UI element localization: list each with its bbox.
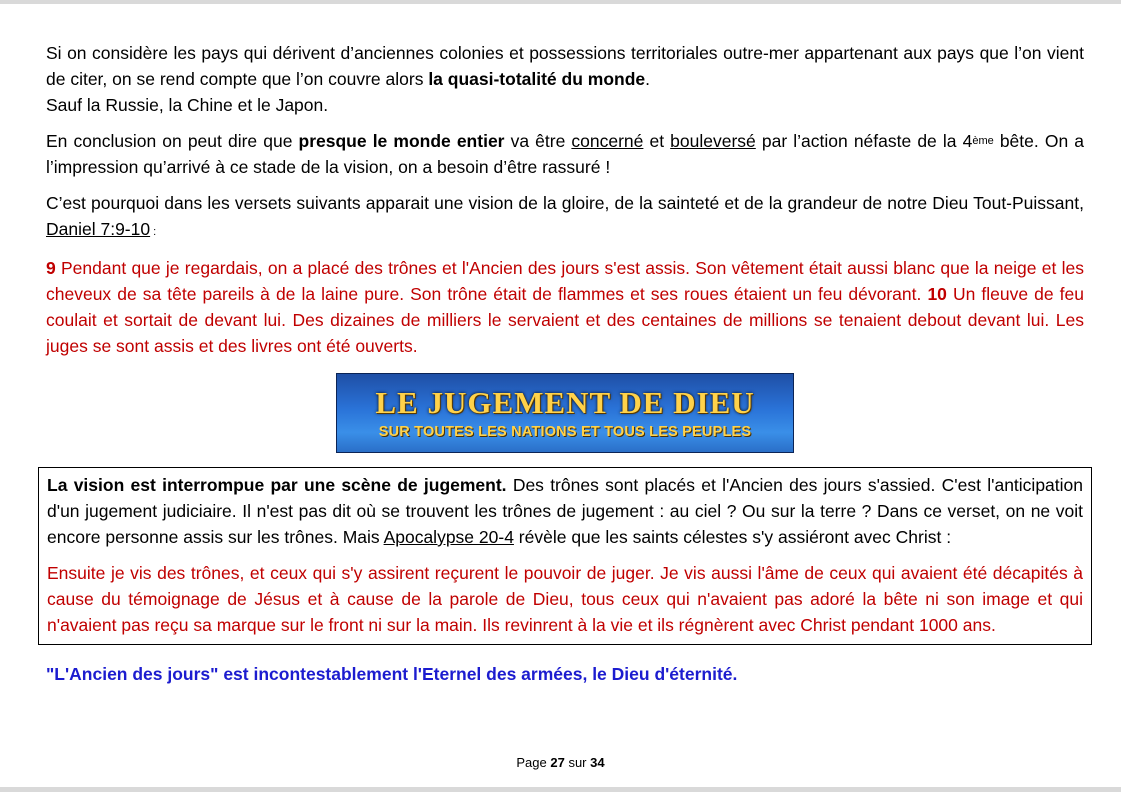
- bold-text: la quasi-totalité du monde: [428, 69, 646, 89]
- paragraph-colonies: [46, 40, 1084, 92]
- bible-verse-daniel: [46, 255, 1084, 359]
- underlined-text: bouleversé: [670, 131, 756, 151]
- banner-wrapper: [46, 373, 1084, 453]
- page-top-edge: [0, 0, 1121, 4]
- text-run: va être: [504, 131, 572, 151]
- text-run: et: [643, 131, 671, 151]
- page-bottom-edge: [0, 787, 1121, 792]
- text-run: Si on considère les pays qui dérivent d’anciennes colonies et possessions territoriales outre-mer appartenant aux pays que l’on vient de citer, on se rend compte que l’on couvre alors: [46, 43, 1084, 89]
- bold-text: La vision est interrompue par une scène de jugement.: [47, 475, 507, 495]
- box-verse-apocalypse: Ensuite je vis des trônes, et ceux qui s'y assirent reçurent le pouvoir de juger. Je vis aussi l'âme de ceux qui avaient été décapités à cause du témoignage de Jésus et à cause de la parole de Dieu, tous ceux qui n'avaient pas adoré la bête ni son image et qui n'avaient pas reçu sa marque sur le front ni sur la main. Ils revinrent à la vie et ils régnèrent avec Christ pendant 1000 ans.: [47, 563, 1083, 635]
- paragraph-conclusion: [46, 128, 1084, 180]
- judgement-banner-image: [336, 373, 794, 453]
- current-page-number: 27: [550, 755, 565, 770]
- paragraph-exceptions: Sauf la Russie, la Chine et le Japon.: [46, 95, 329, 115]
- apocalypse-reference-link[interactable]: Apocalypse 20-4: [383, 527, 514, 547]
- verse-number: 10: [927, 284, 947, 304]
- box-commentary: [47, 472, 1083, 550]
- footer-label: Page: [516, 755, 551, 770]
- paragraph-intro-vision: [46, 190, 1084, 245]
- text-run: En conclusion on peut dire que: [46, 131, 299, 151]
- text-run: par l’action néfaste de la 4: [755, 131, 973, 151]
- document-body: [46, 40, 1084, 687]
- superscript: ème: [972, 135, 994, 147]
- banner-subtitle: SUR TOUTES LES NATIONS ET TOUS LES PEUPLES: [378, 424, 752, 440]
- total-page-number: 34: [590, 755, 605, 770]
- text-run: révèle que les saints célestes s'y assiéront avec Christ :: [513, 527, 952, 547]
- text-run: C’est pourquoi dans les versets suivants apparait une vision de la gloire, de la sainteté et de la grandeur de notre Dieu Tout-Puissant,: [46, 193, 1084, 213]
- text-run: bête. On a l’impression qu’arrivé à ce stade de la vision, on a besoin d’être rassuré !: [46, 131, 1084, 177]
- page-footer: [0, 755, 1121, 770]
- footer-label: sur: [564, 755, 591, 770]
- daniel-reference-link[interactable]: Daniel 7:9-10: [46, 219, 151, 239]
- commentary-box: [38, 467, 1092, 645]
- text-run: :: [150, 226, 157, 238]
- closing-statement: "L'Ancien des jours" est incontestablement l'Eternel des armées, le Dieu d'éternité.: [46, 664, 738, 684]
- underlined-text: concerné: [571, 131, 644, 151]
- verse-text: Un fleuve de feu coulait et sortait de devant lui. Des dizaines de milliers le servaient et des centaines de millions se tenaient debout devant lui. Les juges se sont assis et des livres ont été ouverts.: [46, 284, 1085, 356]
- verse-text: Pendant que je regardais, on a placé des trônes et l'Ancien des jours s'est assis. Son vêtement était aussi blanc que la neige et les cheveux de sa tête pareils à de la laine pure. Son trône était de flammes et ses roues étaient un feu dévorant.: [46, 258, 1084, 304]
- text-run: Des trônes sont placés et l'Ancien des jours s'assied. C'est l'anticipation d'un jugement judiciaire. Il n'est pas dit où se trouvent les trônes de jugement : au ciel ? Ou sur la terre ? Dans ce verset, on ne voit encore personne assis sur les trônes. Mais: [47, 475, 1083, 547]
- banner-title: LE JUGEMENT DE DIEU: [375, 385, 755, 420]
- bold-text: presque le monde entier: [298, 131, 505, 151]
- verse-number: 9: [46, 258, 56, 278]
- text-run: .: [645, 69, 651, 89]
